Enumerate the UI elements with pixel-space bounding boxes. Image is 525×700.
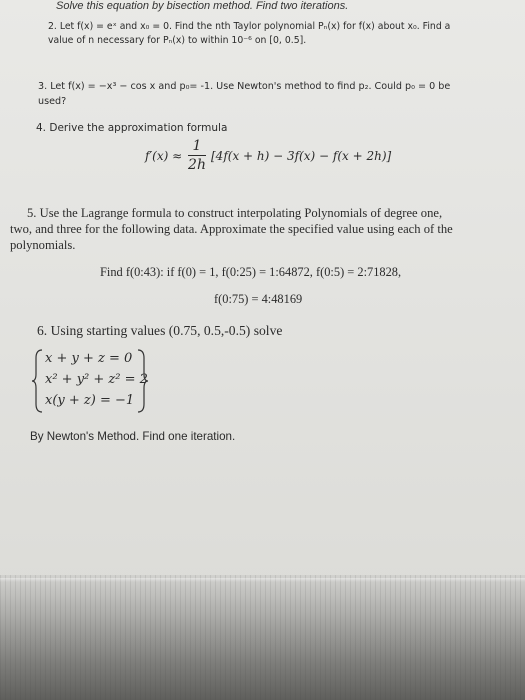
- problem-2-line-2: value of n necessary for Pₙ(x) to within 10⁻⁶ on [0, 0.5].: [48, 35, 307, 46]
- problem-6-line-1: 6. Using starting values (0.75, 0.5,-0.5) solve: [37, 323, 283, 338]
- problem-5-data-2: f(0:75) = 4:48169: [214, 292, 303, 306]
- formula-numerator: 1: [192, 138, 202, 154]
- system-equation-1: x + y + z = 0: [45, 351, 133, 366]
- photo-background: [0, 575, 525, 700]
- fraction-bar: [188, 155, 206, 156]
- problem-2-line-1: 2. Let f(x) = eˣ and x₀ = 0. Find the nth Taylor polynomial Pₙ(x) for f(x) about x₀. Find a: [48, 21, 451, 32]
- formula-fraction: [188, 138, 206, 173]
- problem-5-data-1: Find f(0:43): if f(0) = 1, f(0:25) = 1:64872, f(0:5) = 2:71828,: [100, 265, 402, 279]
- system-equation-2: x² + y² + z² = 2: [45, 372, 148, 387]
- problem-6-note: By Newton's Method. Find one iteration.: [30, 430, 236, 443]
- problem-4-line-1: 4. Derive the approximation formula: [36, 122, 228, 134]
- system-equation-3: x(y + z) = −1: [45, 393, 135, 408]
- problem-3-line-1: 3. Let f(x) = −x³ − cos x and p₀= -1. Use Newton's method to find p₂. Could p₀ = 0 be: [38, 81, 451, 92]
- paper-edge: [0, 578, 525, 582]
- problem-5-line-3: polynomials.: [10, 238, 76, 252]
- problem-5-line-2: two, and three for the following data. Approximate the specified value using each of the: [10, 222, 453, 236]
- formula-rhs: [4f(x + h) − 3f(x) − f(x + 2h)]: [211, 149, 392, 163]
- header-instruction: Solve this equation by bisection method. Find two iterations.: [56, 0, 349, 12]
- formula-denominator: 2h: [188, 157, 206, 173]
- problem-5-line-1: 5. Use the Lagrange formula to construct interpolating Polynomials of degree one,: [27, 206, 443, 220]
- left-brace-icon: [30, 348, 44, 414]
- formula-lhs: f′(x) ≈: [145, 149, 183, 163]
- right-brace-icon: [136, 348, 150, 414]
- problem-3-line-2: used?: [38, 96, 67, 107]
